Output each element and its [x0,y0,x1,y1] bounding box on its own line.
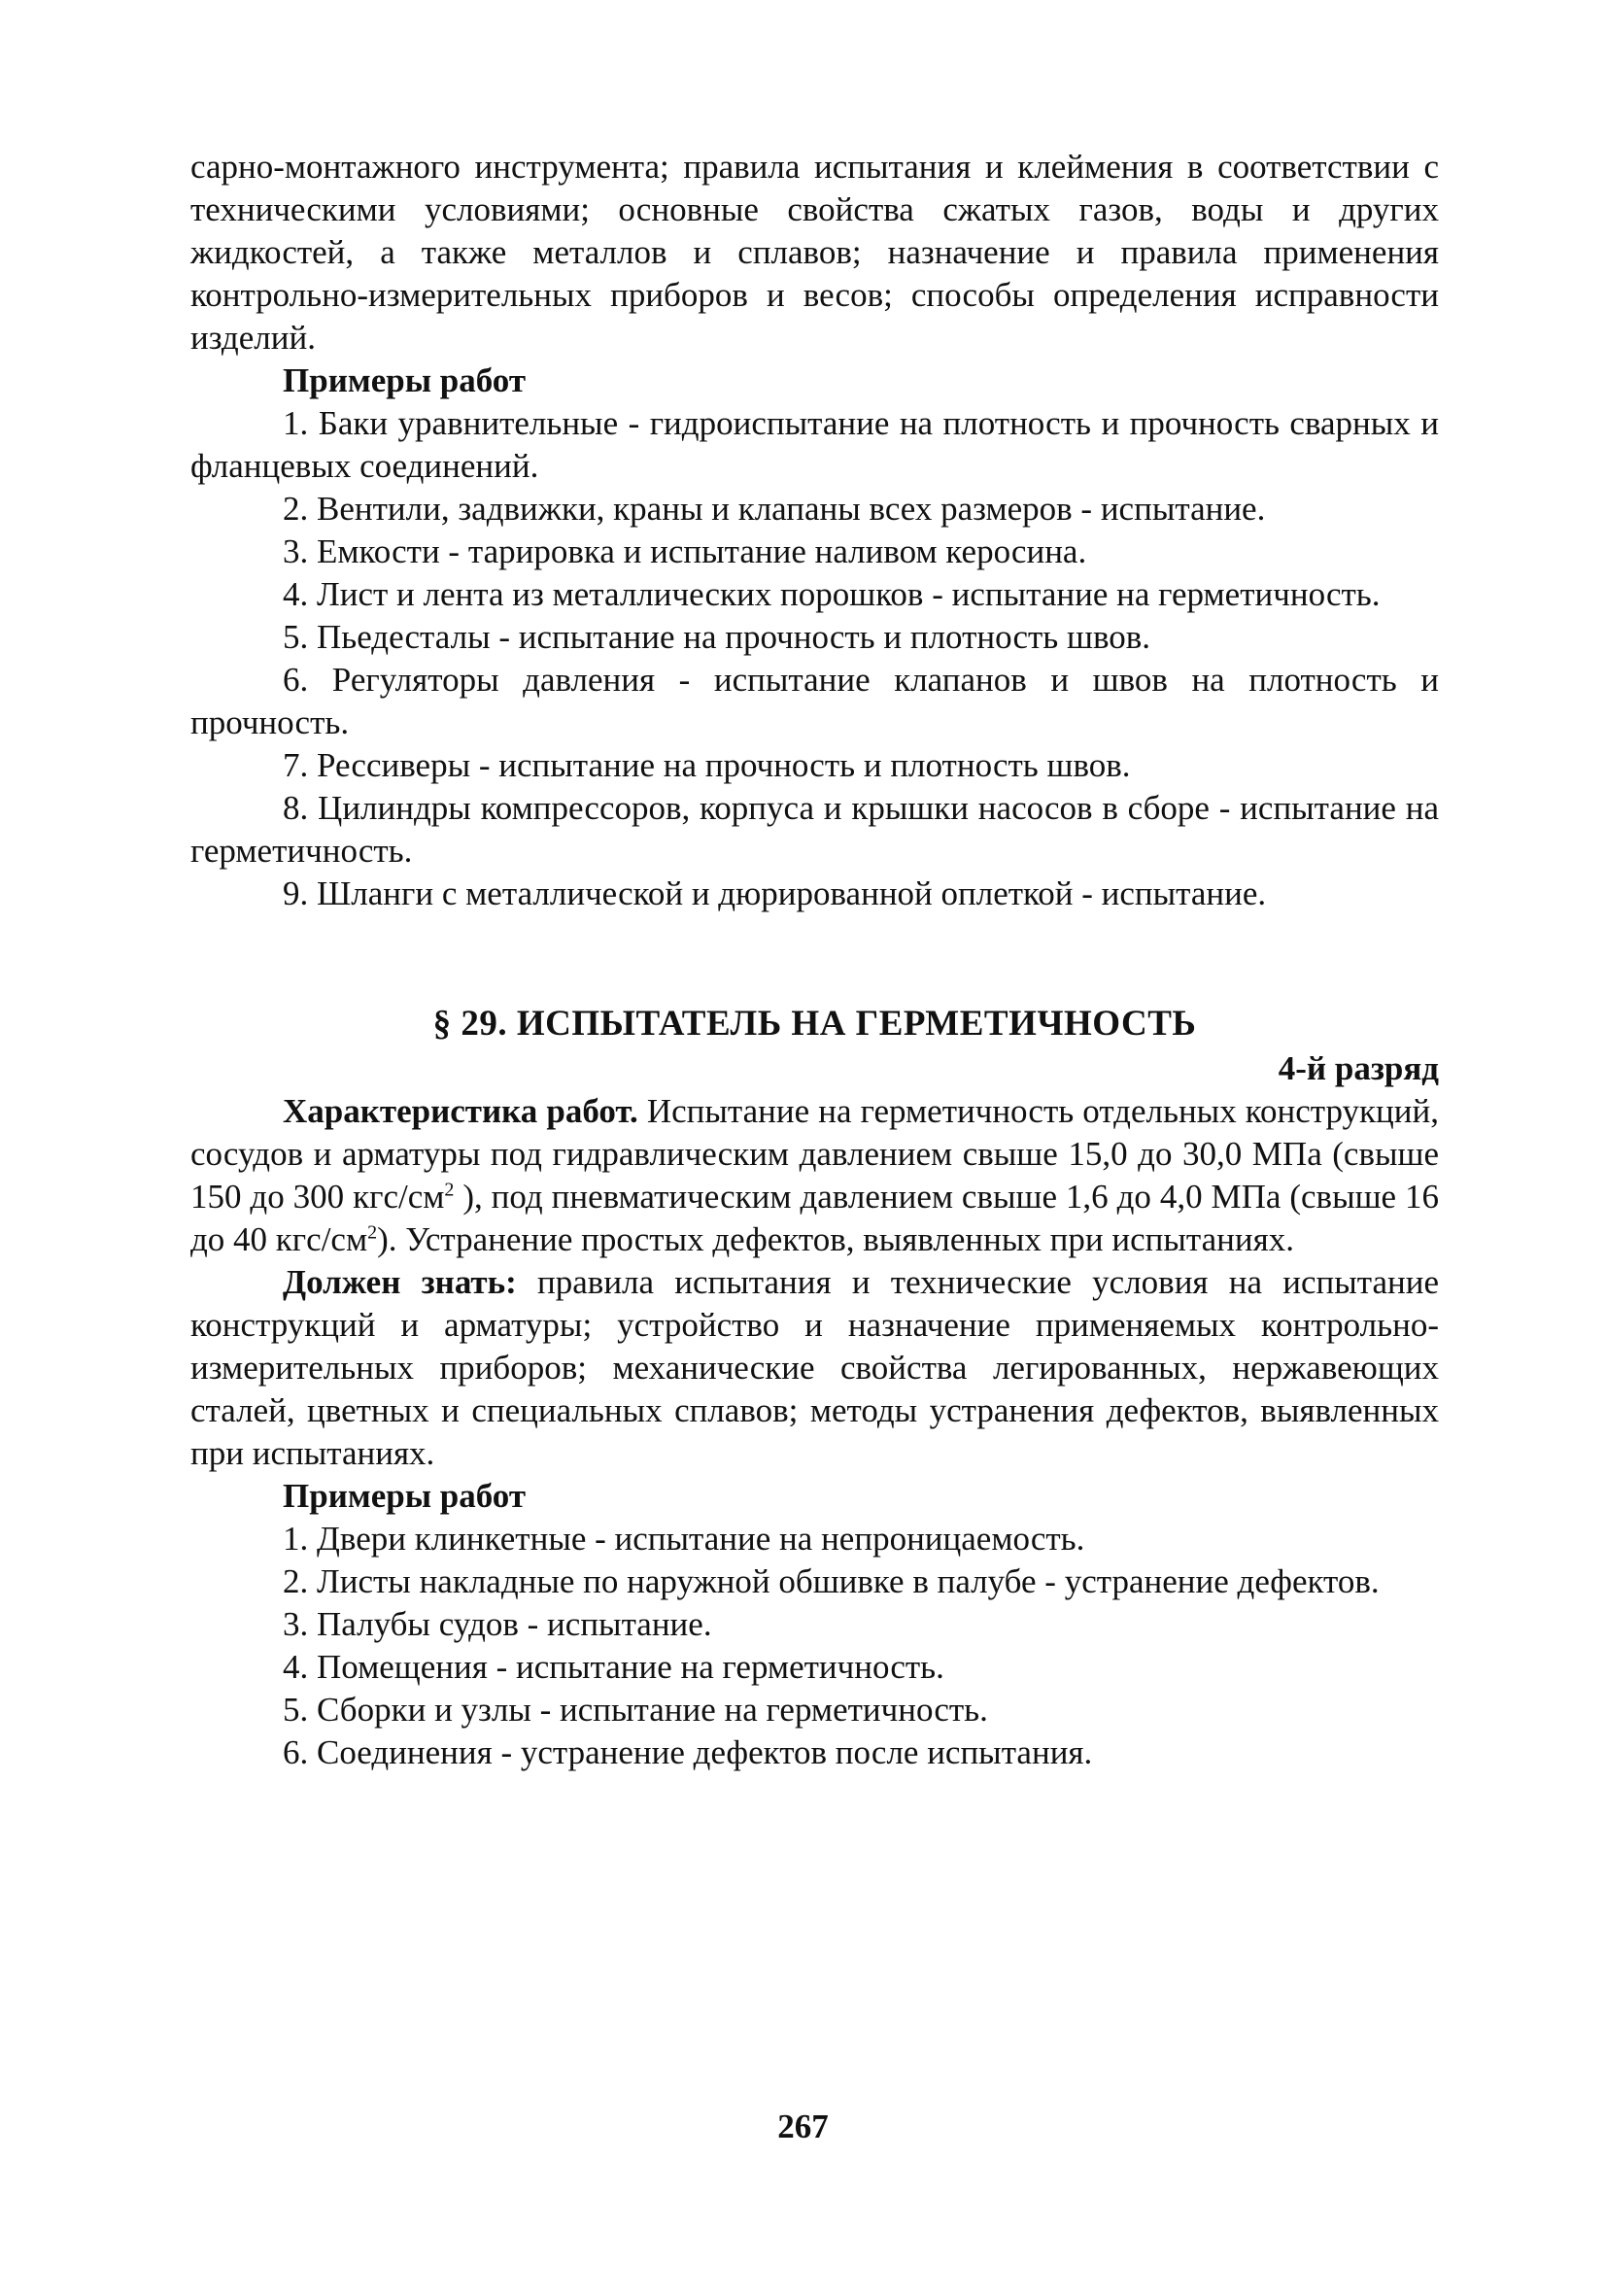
example-item: 5. Пьедесталы - испытание на прочность и плотность швов. [283,618,1151,656]
document-page [190,146,1439,1774]
example-item: 6. Соединения - устранение дефектов после испытания. [283,1733,1093,1771]
characteristics-text-2: ), под пневматическим давлением свыше 1,6 до 4,0 МПа (свыше 16 до 40 кгс/см [190,1178,1439,1258]
characteristics-label: Характеристика работ. [283,1092,638,1130]
example-item: 9. Шланги с металлической и дюрированной оплеткой - испытание. [283,874,1267,912]
superscript-2: 2 [444,1179,455,1201]
example-item: 5. Сборки и узлы - испытание на герметичность. [283,1691,988,1729]
examples-list-2 [190,1518,1439,1774]
example-item: 6. Регуляторы давления - испытание клапанов и швов на плотность и прочность. [190,661,1439,741]
example-item: 4. Помещения - испытание на герметичность. [283,1648,944,1686]
characteristics-paragraph [190,1090,1439,1261]
superscript-2: 2 [367,1221,378,1244]
example-item: 7. Рессиверы - испытание на прочность и плотность швов. [283,746,1131,784]
section-title: § 29. ИСПЫТАТЕЛЬ НА ГЕРМЕТИЧНОСТЬ [432,1004,1197,1044]
example-item: 8. Цилиндры компрессоров, корпуса и крышки насосов в сборе - испытание на герметичность. [190,789,1439,870]
examples-heading-2: Примеры работ [283,1477,527,1515]
grade-label: 4-й разряд [1278,1049,1439,1087]
examples-heading-1: Примеры работ [283,361,527,399]
example-item: 4. Лист и лента из металлических порошков - испытание на герметичность. [283,575,1381,613]
examples-list-1 [190,402,1439,915]
example-item: 2. Вентили, задвижки, краны и клапаны всех размеров - испытание. [283,490,1266,528]
example-item: 3. Палубы судов - испытание. [283,1605,712,1643]
example-item: 2. Листы накладные по наружной обшивке в палубе - устранение дефектов. [283,1562,1380,1600]
example-item: 3. Емкости - тарировка и испытание наливом керосина. [283,532,1087,570]
intro-paragraph: сарно-монтажного инструмента; правила испытания и клеймения в соответствии с техническими условиями; основные свойства сжатых газов, воды и других жидкостей, а также металлов и сплавов; назначение и правила применения контрольно-измерительных приборов и весов; способы определения исправности изделий. [190,148,1439,357]
must-know-text: правила испытания и технические условия на испытание конструкций и арматуры; устройство и назначение применяемых контрольно-измерительных приборов; механические свойства легированных, нержавеющих сталей, цветных и специальных сплавов; методы устранения дефектов, выявленных при испытаниях. [190,1263,1440,1472]
example-item: 1. Баки уравнительные - гидроиспытание на плотность и прочность сварных и фланцевых соединений. [190,404,1439,485]
example-item: 1. Двери клинкетные - испытание на непроницаемость. [283,1520,1085,1558]
page-number: 267 [777,2108,829,2145]
characteristics-text-1: Испытание на герметичность отдельных конструкций, сосудов и арматуры под гидравлическим давлением свыше 15,0 до 30,0 МПа (свыше 150 до 300 кгс/см [190,1092,1439,1216]
must-know-label: Должен знать: [283,1263,517,1301]
characteristics-text-3: ). Устранение простых дефектов, выявленных при испытаниях. [377,1220,1294,1258]
must-know-paragraph [190,1261,1439,1475]
